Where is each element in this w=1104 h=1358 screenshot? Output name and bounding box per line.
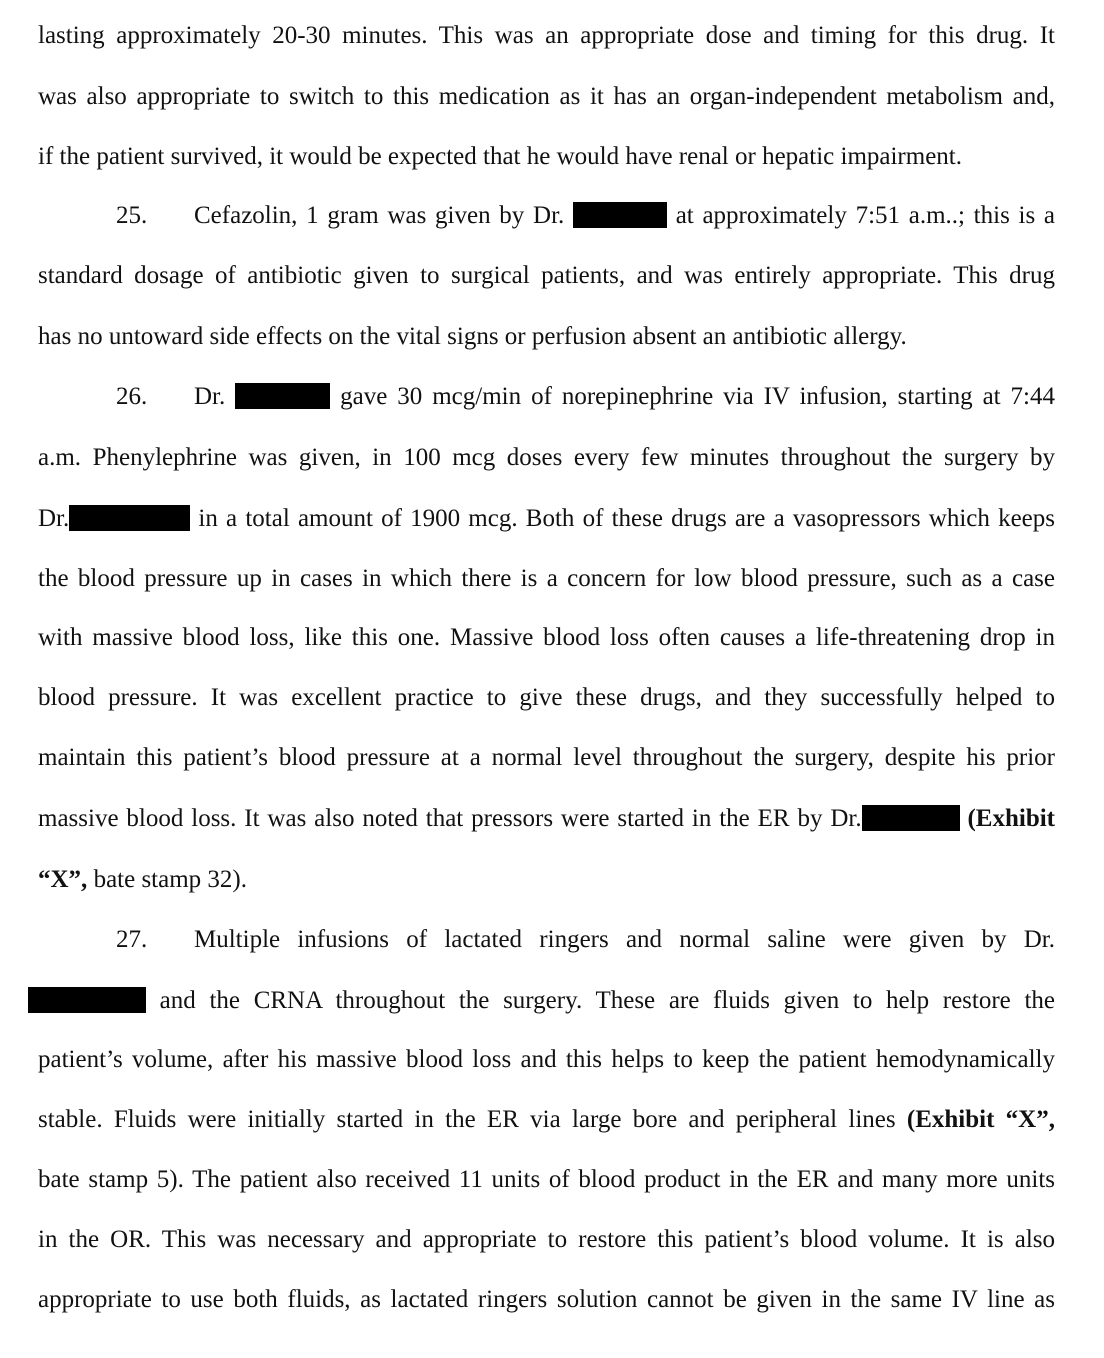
paragraph-26-line-3 [38, 502, 1055, 536]
paragraph-26-line-5: with massive blood loss, like this one. Massive blood loss often causes a life-threatening drop in [38, 624, 1055, 651]
paragraph-number: 27. [116, 926, 148, 953]
paragraph-25-line-2: standard dosage of antibiotic given to surgical patients, and was entirely appropriate. This drug [38, 262, 1055, 289]
text-segment: gave 30 mcg/min of norepinephrine via IV infusion, starting at 7:44 [330, 383, 1055, 410]
text-line-2: was also appropriate to switch to this medication as it has an organ-independent metabolism and, [38, 83, 1055, 110]
paragraph-26-line-7: maintain this patient’s blood pressure at a normal level throughout the surgery, despite his prior [38, 744, 1055, 771]
paragraph-25-line-3: has no untoward side effects on the vital signs or perfusion absent an antibiotic allergy. [38, 323, 907, 350]
text-line-1: lasting approximately 20-30 minutes. This was an appropriate dose and timing for this drug. It [38, 22, 1055, 49]
text-segment: and the CRNA throughout the surgery. These are fluids given to help restore the [146, 987, 1055, 1014]
text-segment: stable. Fluids were initially started in the ER via large bore and peripheral lines [38, 1106, 907, 1133]
paragraph-number: 26. [116, 383, 148, 410]
paragraph-25-line-1 [116, 199, 1055, 233]
redaction-bar [862, 805, 960, 831]
paragraph-27-line-3: patient’s volume, after his massive blood loss and this helps to keep the patient hemodynamically [38, 1046, 1055, 1073]
paragraph-27-line-5: bate stamp 5). The patient also received 11 units of blood product in the ER and many more units [38, 1166, 1055, 1193]
paragraph-27-line-4 [38, 1103, 1055, 1137]
text-segment: Cefazolin, 1 gram was given by Dr. [194, 202, 573, 229]
text-segment: Dr. [194, 383, 236, 410]
text-segment: at approximately 7:51 a.m..; this is a [666, 202, 1056, 229]
paragraph-26-line-4: the blood pressure up in cases in which there is a concern for low blood pressure, such as a case [38, 565, 1055, 592]
text-segment: bate stamp 32). [87, 866, 247, 893]
text-line-3: if the patient survived, it would be expected that he would have renal or hepatic impairment. [38, 143, 962, 170]
redaction-bar [69, 505, 190, 531]
text-segment: massive blood loss. It was also noted that pressors were started in the ER by Dr. [38, 805, 862, 832]
redaction-bar [235, 383, 330, 409]
paragraph-26-line-2: a.m. Phenylephrine was given, in 100 mcg doses every few minutes throughout the surgery by [38, 444, 1055, 471]
paragraph-26-line-1 [116, 380, 1055, 414]
exhibit-reference: (Exhibit “X”, [906, 1106, 1055, 1133]
text-segment: in a total amount of 1900 mcg. Both of these drugs are a vasopressors which keeps [190, 505, 1055, 532]
text-segment: Dr. [38, 505, 70, 532]
paragraph-27-line-2 [28, 984, 1055, 1018]
redaction-bar [28, 987, 146, 1013]
paragraph-26-line-6: blood pressure. It was excellent practice to give these drugs, and they successfully helped to [38, 684, 1055, 711]
exhibit-reference: “X”, [38, 866, 88, 893]
paragraph-26-line-8 [38, 802, 1055, 836]
paragraph-27-line-6: in the OR. This was necessary and appropriate to restore this patient’s blood volume. It is also [38, 1226, 1055, 1253]
exhibit-reference: (Exhibit [959, 805, 1055, 832]
paragraph-27-line-7: appropriate to use both fluids, as lactated ringers solution cannot be given in the same IV line as [38, 1286, 1055, 1313]
paragraph-27-line-1 [116, 923, 1055, 957]
redaction-bar [573, 202, 667, 228]
paragraph-number: 25. [116, 202, 148, 229]
text-segment: Multiple infusions of lactated ringers and normal saline were given by Dr. [194, 926, 1055, 953]
paragraph-26-line-9 [38, 863, 1055, 897]
